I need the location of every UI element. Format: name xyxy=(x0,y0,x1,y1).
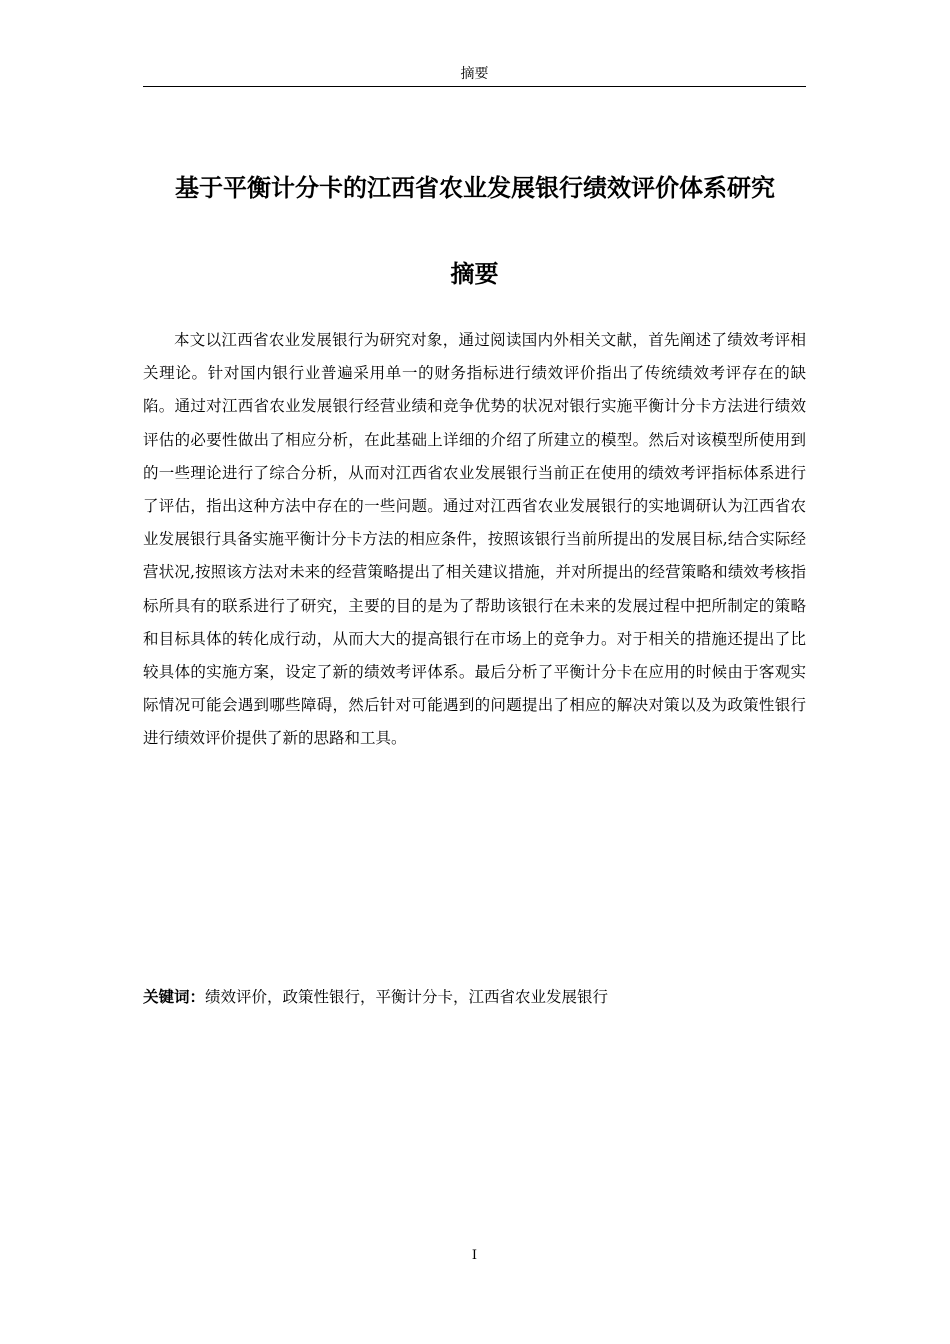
keywords-list: 绩效评价，政策性银行，平衡计分卡，江西省农业发展银行 xyxy=(205,988,609,1006)
header-divider xyxy=(143,86,806,87)
keywords-label: 关键词： xyxy=(143,988,206,1006)
abstract-heading: 摘要 xyxy=(450,260,499,288)
abstract-paragraph: 本文以江西省农业发展银行为研究对象，通过阅读国内外相关文献，首先阐述了绩效考评相关理论。针对国内银行业普遍采用单一的财务指标进行绩效评价指出了传统绩效考评存在的缺陷。通过对江西省农业发展银行经营业绩和竞争优势的状况对银行实施平衡计分卡方法进行绩效评估的必要性做出了相应分析，在此基础上详细的介绍了所建立的模型。然后对该模型所使用到的一些理论进行了综合分析，从而对江西省农业发展银行当前正在使用的绩效考评指标体系进行了评估，指出这种方法中存在的一些问题。通过对江西省农业发展银行的实地调研认为江西省农业发展银行具备实施平衡计分卡方法的相应条件，按照该银行当前所提出的发展目标,结合实际经营状况,按照该方法对未来的经营策略提出了相关建议措施，并对所提出的经营策略和绩效考核指标所具有的联系进行了研究，主要的目的是为了帮助该银行在未来的发展过程中把所制定的策略和目标具体的转化成行动，从而大大的提高银行在市场上的竞争力。对于相关的措施还提出了比较具体的实施方案，设定了新的绩效考评体系。最后分析了平衡计分卡在应用的时候由于客观实际情况可能会遇到哪些障碍，然后针对可能遇到的问题提出了相应的解决对策以及为政策性银行进行绩效评价提供了新的思路和工具。 xyxy=(143,331,806,748)
keywords-line xyxy=(143,981,806,1014)
page-number: I xyxy=(471,1248,478,1263)
document-title: 基于平衡计分卡的江西省农业发展银行绩效评价体系研究 xyxy=(175,174,775,202)
running-header: 摘要 xyxy=(460,66,489,82)
